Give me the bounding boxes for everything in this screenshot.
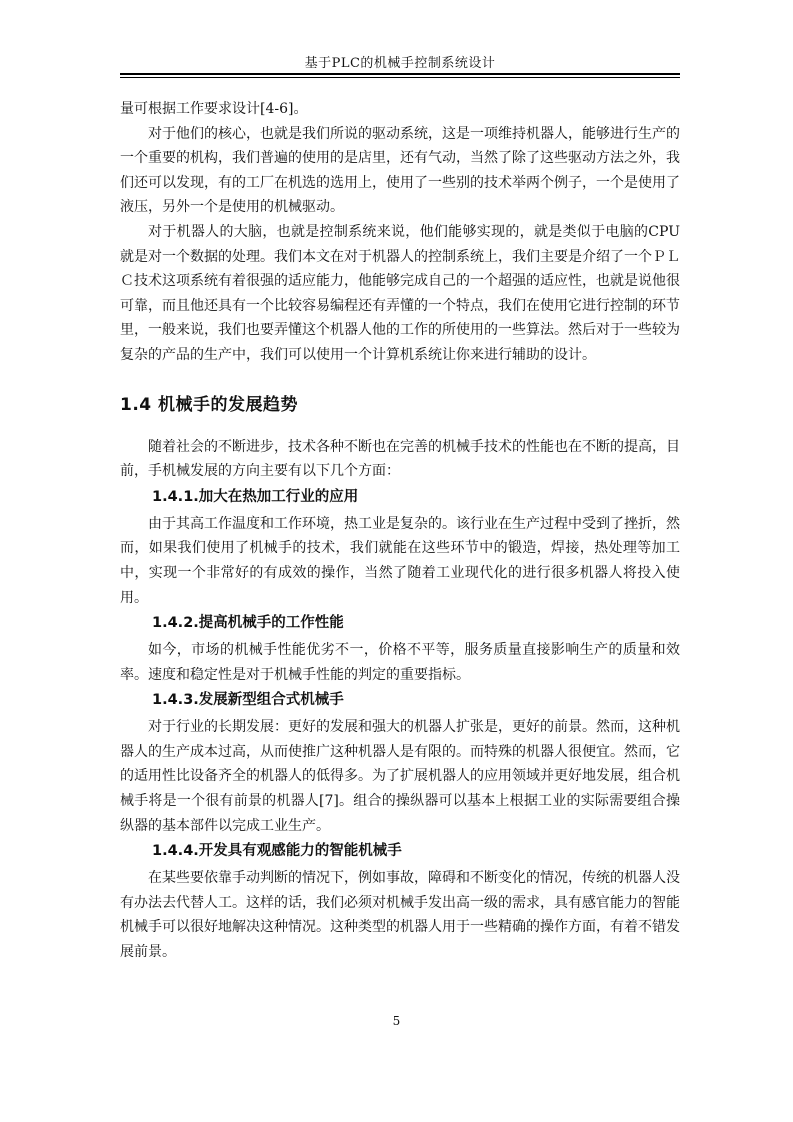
page-header-title: 基于PLC的机械手控制系统设计 xyxy=(304,56,496,71)
paragraph-drive-system: 对于他们的核心，也就是我们所说的驱动系统，这是一项维持机器人，能够进行生产的一个重要的机构，我们普遍的使用的是店里，还有气动，当然了除了这些驱动方法之外，我们还可以发现，有的工厂在机选的选用上，使用了一些别的技术举两个例子，一个是使用了液压，另外一个是使用的机械驱动。 xyxy=(120,125,680,216)
subsection-text-3: 对于行业的长期发展：更好的发展和强大的机器人扩张是，更好的前景。然而，这种机器人的生产成本过高，从而使推广这种机器人是有限的。而特殊的机器人很便宜。然而，它的适用性比设备齐全的机器人的低得多。为了扩展机器人的应用领域并更好地发展，组合机械手将是一个很有前景的机器人[7]。组合的操纵器可以基本上根据工业的实际需要组合操纵器的基本部件以完成工业生产。 xyxy=(120,719,680,834)
section-intro: 随着社会的不断进步，技术各种不断也在完善的机械手技术的性能也在不断的提高，目前，手机械发展的方向主要有以下几个方面： xyxy=(120,438,680,480)
page-number: 5 xyxy=(392,1014,401,1028)
section-heading: 1.4 机械手的发展趋势 xyxy=(120,394,299,415)
header-rule-thick xyxy=(120,73,680,75)
subsection-heading-2: 1.4.2.提高机械手的工作性能 xyxy=(152,615,344,632)
subsection-text-4: 在某些要依靠手动判断的情况下，例如事故，障碍和不断变化的情况，传统的机器人没有办法去代替人工。这样的话，我们必须对机械手发出高一级的需求，具有感官能力的智能机械手可以很好地解决这种情况。这种类型的机器人用于一些精确的操作方面，有着不错发展前景。 xyxy=(120,870,680,961)
paragraph-continuation: 量可根据工作要求设计[4-6]。 xyxy=(120,101,308,117)
subsection-heading-1: 1.4.1.加大在热加工行业的应用 xyxy=(152,488,359,505)
subsection-heading-4: 1.4.4.开发具有观感能力的智能机械手 xyxy=(152,843,402,860)
subsection-heading-3: 1.4.3.发展新型组合式机械手 xyxy=(152,692,344,709)
subsection-text-1: 由于其高工作温度和工作环境，热工业是复杂的。该行业在生产过程中受到了挫折，然而，如果我们使用了机械手的技术，我们就能在这些环节中的锻造，焊接，热处理等加工中，实现一个非常好的有成效的操作，当然了随着工业现代化的进行很多机器人将投入使用。 xyxy=(120,515,680,606)
paragraph-control-system: 对于机器人的大脑，也就是控制系统来说，他们能够实现的，就是类似于电脑的CPU就是对一个数据的处理。我们本文在对于机器人的控制系统上，我们主要是介绍了一个ＰＬＣ技术这项系统有着很强的适应能力，他能够完成自己的一个超强的适应性，也就是说他很可靠，而且他还具有一个比较容易编程还有弄懂的一个特点，我们在使用它进行控制的环节里，一般来说，我们也要弄懂这个机器人他的工作的所使用的一些算法。然后对于一些较为复杂的产品的生产中，我们可以使用一个计算机系统让你来进行辅助的设计。 xyxy=(120,223,680,363)
page-body xyxy=(120,97,680,965)
subsection-text-2: 如今，市场的机械手性能优劣不一，价格不平等，服务质量直接影响生产的质量和效率。速度和稳定性是对于机械手性能的判定的重要指标。 xyxy=(120,642,680,683)
header-rule-thin xyxy=(120,77,680,78)
